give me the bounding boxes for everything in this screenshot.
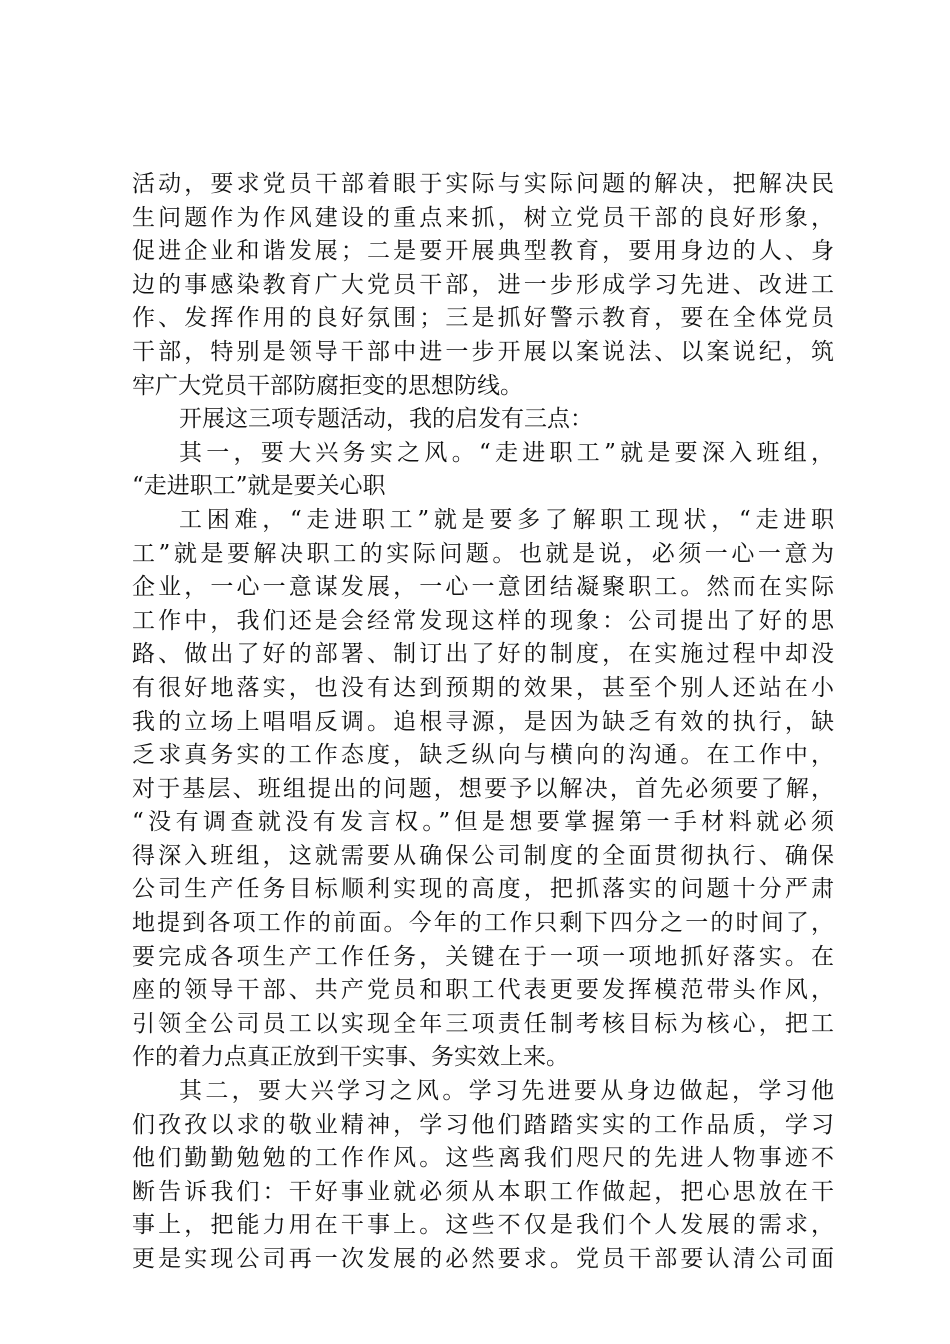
text-line: 对于基层、班组提出的问题，想要予以解决，首先必须要了解， <box>132 775 834 802</box>
text-line: 更是实现公司再一次发展的必然要求。党员干部要认清公司面 <box>132 1246 834 1272</box>
text-line: 我的立场上唱唱反调。追根寻源，是因为缺乏有效的执行，缺 <box>132 708 834 735</box>
paragraph-start: 工困难，“走进职工”就是要多了解职工现状，“走进职 <box>179 506 834 533</box>
paragraph-start: 开展这三项专题活动，我的启发有三点： <box>179 406 593 433</box>
text-line: 公司生产任务目标顺利实现的高度，把抓落实的问题十分严肃 <box>132 876 834 903</box>
text-line: 有很好地落实，也没有达到预期的效果，甚至个别人还站在小 <box>132 674 834 701</box>
text-line: 断告诉我们：干好事业就必须从本职工作做起，把心思放在干 <box>132 1178 834 1205</box>
text-line: 工”就是要解决职工的实际问题。也就是说，必须一心一意为 <box>132 540 834 567</box>
text-line: 干部，特别是领导干部中进一步开展以案说法、以案说纪，筑 <box>132 338 834 365</box>
text-line: “没有调查就没有发言权。”但是想要掌握第一手材料就必须 <box>132 809 834 836</box>
text-line: 地提到各项工作的前面。今年的工作只剩下四分之一的时间了， <box>132 910 834 937</box>
text-line: 作、发挥作用的良好氛围；三是抓好警示教育，要在全体党员 <box>132 305 834 332</box>
text-line: 企业，一心一意谋发展，一心一意团结凝聚职工。然而在实际 <box>132 574 834 601</box>
text-line: 要完成各项生产工作任务，关键在于一项一项地抓好落实。在 <box>132 943 834 970</box>
text-line: 得深入班组，这就需要从确保公司制度的全面贯彻执行、确保 <box>132 842 834 869</box>
text-line: 牢广大党员干部防腐拒变的思想防线。 <box>132 372 523 399</box>
paragraph-start: 其一，要大兴务实之风。“走进职工”就是要深入班组， <box>179 439 834 466</box>
text-line: “走进职工”就是要关心职 <box>132 473 386 500</box>
text-line: 工作中，我们还是会经常发现这样的现象：公司提出了好的思 <box>132 607 834 634</box>
text-line: 事上，把能力用在干事上。这些不仅是我们个人发展的需求， <box>132 1212 834 1239</box>
text-line: 活动，要求党员干部着眼于实际与实际问题的解决，把解决民 <box>132 171 834 197</box>
body-text <box>132 168 834 1277</box>
text-line: 作的着力点真正放到干实事、务实效上来。 <box>132 1044 569 1071</box>
text-line: 引领全公司员工以实现全年三项责任制考核目标为核心，把工 <box>132 1010 834 1037</box>
text-line: 边的事感染教育广大党员干部，进一步形成学习先进、改进工 <box>132 271 834 298</box>
text-line: 促进企业和谐发展；二是要开展典型教育，要用身边的人、身 <box>132 238 834 265</box>
text-line: 生问题作为作风建设的重点来抓，树立党员干部的良好形象， <box>132 204 834 231</box>
text-line: 们孜孜以求的敬业精神，学习他们踏踏实实的工作品质，学习 <box>132 1111 834 1138</box>
text-line: 路、做出了好的部署、制订出了好的制度，在实施过程中却没 <box>132 641 834 668</box>
text-line: 座的领导干部、共产党员和职工代表更要发挥模范带头作风， <box>132 977 834 1004</box>
text-line: 他们勤勤勉勉的工作作风。这些离我们咫尺的先进人物事迹不 <box>132 1145 834 1172</box>
text-line: 乏求真务实的工作态度，缺乏纵向与横向的沟通。在工作中， <box>132 742 834 769</box>
paragraph-start: 其二，要大兴学习之风。学习先进要从身边做起，学习他 <box>179 1078 834 1105</box>
